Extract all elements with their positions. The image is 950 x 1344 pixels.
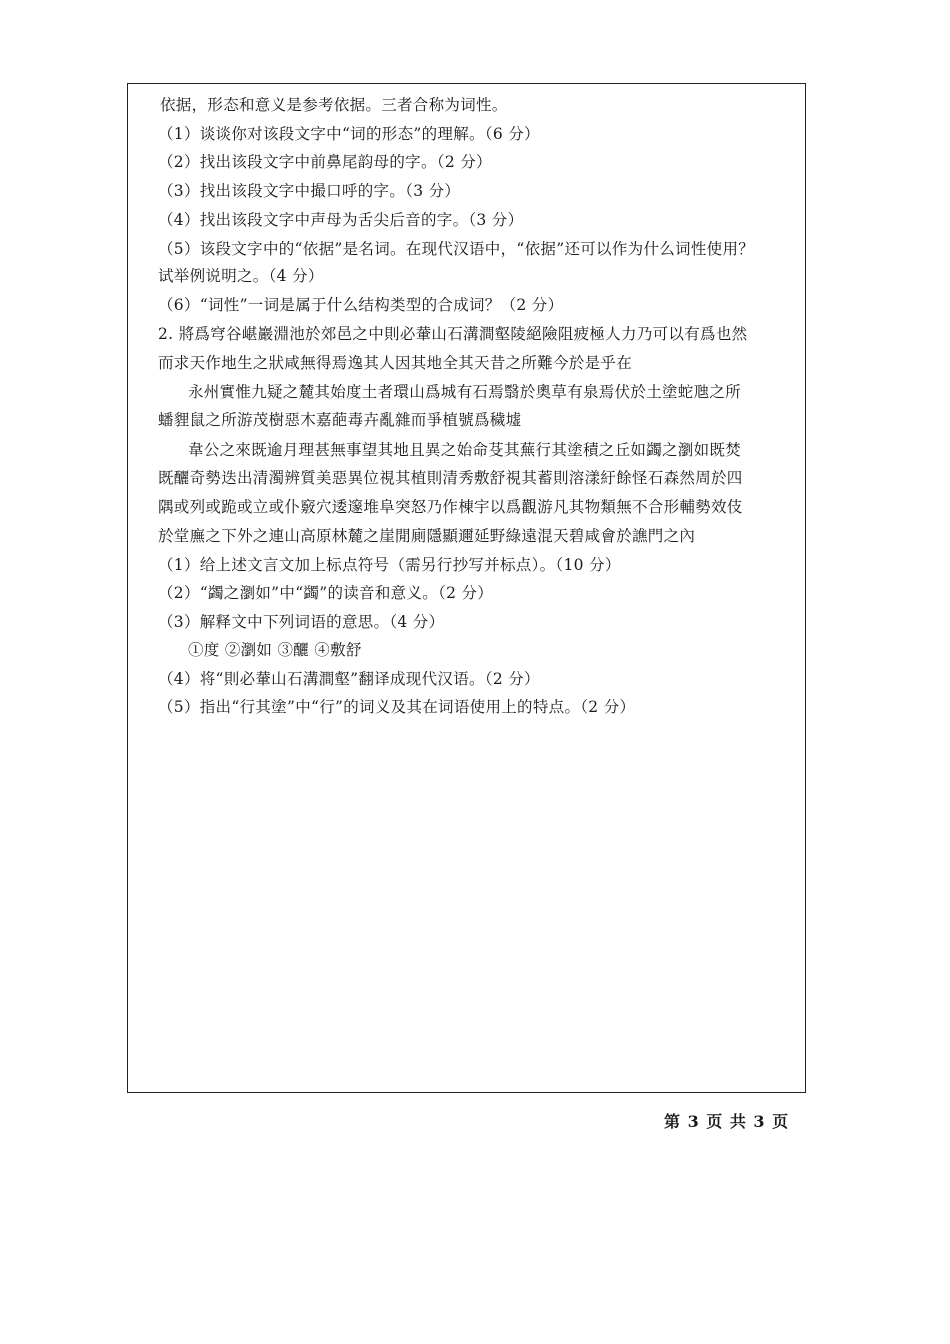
question-2-2: （2）“蠲之瀏如”中“蠲”的读音和意义。（2 分） <box>158 584 494 602</box>
passage-line: 永州實惟九疑之麓其始度土者環山爲城有石焉翳於奧草有泉焉伏於土塗蛇虺之所 <box>188 383 742 401</box>
passage-line: 既釃奇勢迭出清濁辨質美惡異位視其植則清秀敷舒視其蓄則溶漾紆餘怪石森然周於四 <box>158 469 743 487</box>
passage-line: 而求天作地生之狀咸無得焉逸其人因其地全其天昔之所難今於是乎在 <box>158 354 633 372</box>
passage-line: 2. 將爲穹谷嵁巖淵池於郊邑之中則必輂山石溝澗壑陵絕險阻疲極人力乃可以有爲也然 <box>158 325 748 343</box>
question-2-1: （1）给上述文言文加上标点符号（需另行抄写并标点）。（10 分） <box>158 556 621 574</box>
question-1-2: （2）找出该段文字中前鼻尾韵母的字。（2 分） <box>158 153 492 171</box>
text-line: 依据，形态和意义是参考依据。三者合称为词性。 <box>160 96 508 114</box>
question-2-3: （3）解释文中下列词语的意思。（4 分） <box>158 613 445 631</box>
question-2-5: （5）指出“行其塗”中“行”的词义及其在词语使用上的特点。（2 分） <box>158 698 636 716</box>
question-1-3: （3）找出该段文字中撮口呼的字。（3 分） <box>158 182 461 200</box>
question-1-1: （1）谈谈你对该段文字中“词的形态”的理解。（6 分） <box>158 125 540 143</box>
question-2-3-terms: ①度 ②瀏如 ③釃 ④敷舒 <box>188 641 362 659</box>
question-1-4: （4）找出该段文字中声母为舌尖后音的字。（3 分） <box>158 211 524 229</box>
passage-line: 於堂廡之下外之連山高原林麓之崖閒廁隱顯邇延野綠遠混天碧咸會於譙門之內 <box>158 527 696 545</box>
passage-line: 韋公之來既逾月理甚無事望其地且異之始命芟其蕪行其塗積之丘如蠲之瀏如既焚 <box>188 441 742 459</box>
passage-line: 隅或列或跪或立或仆竅穴逶邃堆阜突怒乃作棟宇以爲觀游凡其物類無不合形輔勢效伎 <box>158 498 743 516</box>
page-number: 第 3 页 共 3 页 <box>664 1112 790 1131</box>
passage-line: 蟠貍鼠之所游茂樹惡木嘉葩毒卉亂雜而爭植號爲穢墟 <box>158 411 522 429</box>
question-1-5-cont: 试举例说明之。（4 分） <box>158 267 324 285</box>
question-2-4: （4）将“則必輂山石溝澗壑”翻译成现代汉语。（2 分） <box>158 670 540 688</box>
question-1-6: （6）“词性”一词是属于什么结构类型的合成词？（2 分） <box>158 296 564 314</box>
question-1-5: （5）该段文字中的“依据”是名词。在现代汉语中，“依据”还可以作为什么词性使用？ <box>158 240 755 258</box>
